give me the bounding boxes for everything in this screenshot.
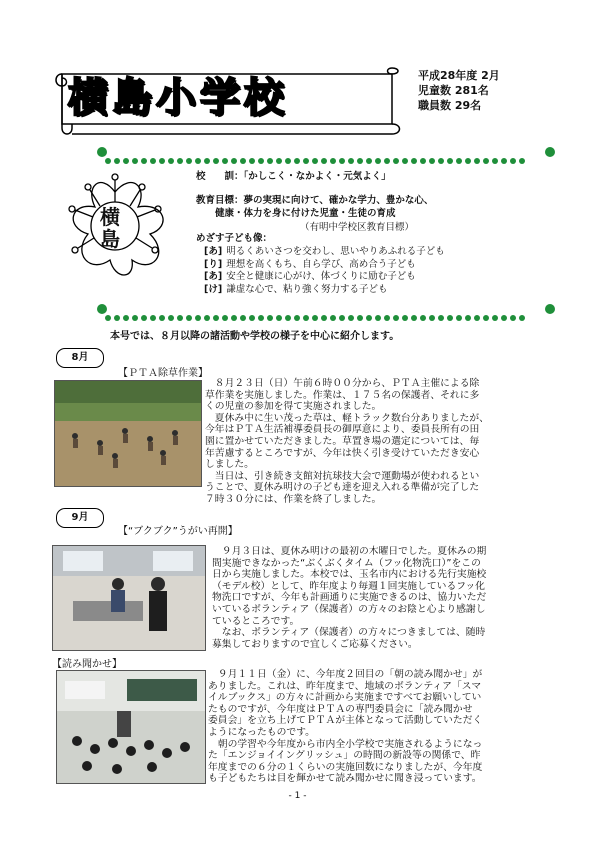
photo-reading bbox=[56, 670, 206, 784]
section-title-gargle: 【“ブクブク”うがい再開】 bbox=[118, 526, 238, 537]
goal-line-3: （有明中学校区教育目標） bbox=[300, 222, 415, 233]
info-staff: 職員数 29名 bbox=[418, 99, 482, 112]
photo-gargle bbox=[52, 545, 206, 651]
intro-text: 本号では、８月以降の諸活動や学校の様子を中心に紹介します。 bbox=[110, 331, 400, 342]
crest-char-top: 横 bbox=[100, 205, 120, 229]
motto-label: 校 訓： bbox=[196, 171, 244, 182]
goal-line-2: 健康・体力を身に付けた児童・生徒の育成 bbox=[215, 208, 396, 219]
reading-body: ９月１１日（金）に、今年度２回目の「朝の読み聞かせ」が ありました。これは、昨年度まで、地域のボランティア「スマ イルブックス」の方々に計画から実施まですべてお願いしてい たものですが、今年度はＰＴＡの専門委員会に「読み聞かせ 委員会」を立ち上げてＰＴＡが主体となって活動していただく ようになったものです。 朝の学習や今年度から市内全小学校で実施されるようになっ た「エンジョイイングリッシュ」の時間の新設等の関係で、昨 年度までの６分の１くらいの実施回数になりましたが、今年度 も子どもたちは目を輝かせて読み聞かせに聞き浸っています。 bbox=[208, 669, 483, 785]
pta-body: ８月２３日（日）午前６時００分から、ＰＴＡ主催による除 草作業を実施しました。作業は、１７５名の保護者、それに多 くの児童の参加を得て実施されました。 夏休み中に生い茂った草は、軽トラック数台分ありましたが、 今年はＰＴＡ生活補導委員長の御厚意により、委員長所有の田 園に置かせていただきました。草置き場の選定については、毎 年苦慮するところですが、今年は快く引き受けていただき安心 しました。 当日は、引き続き支館対抗球技大会で運動場が使われるとい うことで、夏休み明けの子ども達を迎え入れる準備が完了した ７時３０分には、作業を終了しました。 bbox=[205, 378, 489, 505]
month-badge-aug: 8月 bbox=[56, 348, 104, 368]
month-badge-sep: 9月 bbox=[56, 508, 104, 528]
list-item: [あ] 明るくあいさつを交わし、思いやりあふれる子ども bbox=[204, 246, 445, 257]
photo-weeding bbox=[54, 380, 202, 487]
list-item: [あ] 安全と健康に心がけ、体づくりに励む子ども bbox=[204, 271, 416, 282]
motto-row bbox=[196, 170, 391, 183]
info-students: 児童数 281名 bbox=[418, 84, 489, 97]
list-item: [け] 謙虚な心で、粘り強く努力する子ども bbox=[204, 283, 388, 295]
goal-label: 教育目標： bbox=[196, 195, 244, 206]
child-image-list bbox=[204, 246, 534, 296]
goal-line-1 bbox=[196, 194, 433, 207]
gargle-body: ９月３日は、夏休み明けの最初の木曜日でした。夏休みの期 間実施できなかった“ぶくぶくタイム（フッ化物洗口）”をこの 日から実施しました。本校では、玉名市内における先行実施校 （モデル校）として、昨年度より毎週１回実施しているフッ化 物洗口ですが、今年も計画通りに実施できるのは、協力いただ いているボランティア（保護者）の方々のお陰と心より感謝し ているところです。 なお、ボランティア（保護者）の方々につきましては、随時 募集しておりますので宜しくご応募ください。 bbox=[212, 546, 487, 650]
goal-text-1: 夢の実現に向けて、確かな学力、豊かな心、 bbox=[243, 195, 434, 206]
dotted-divider-bottom bbox=[105, 306, 545, 314]
crest-char-bottom: 島 bbox=[100, 227, 120, 251]
child-image-title: めざす子ども像： bbox=[196, 233, 273, 244]
dotted-divider-top bbox=[105, 149, 545, 157]
motto-value: 「かしこく・なかよく・元気よく」 bbox=[243, 171, 391, 182]
school-name: 横島小学校 bbox=[68, 75, 288, 121]
section-title-reading: 【読み聞かせ】 bbox=[52, 659, 122, 670]
list-item: [り] 理想を高くもち、自ら学び、高め合う子ども bbox=[204, 258, 416, 270]
section-title-pta: 【ＰＴＡ除草作業】 bbox=[118, 368, 208, 379]
info-year: 平成28年度 2月 bbox=[418, 69, 500, 82]
page-number: - 1 - bbox=[288, 791, 307, 801]
